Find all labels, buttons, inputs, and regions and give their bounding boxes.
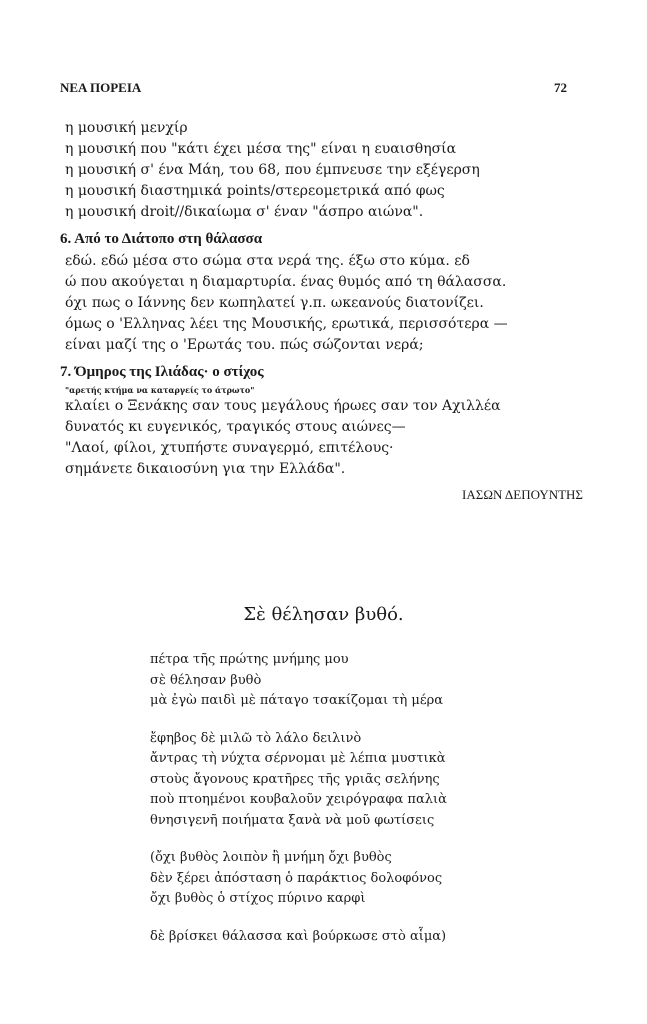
- author-signature: ΙΑΣΩΝ ΔΕΠΟΥΝΤΗΣ: [462, 487, 583, 502]
- poem-line: (ὄχι βυθὸς λοιπὸν ἢ μνήμη ὄχι βυθὸς: [150, 850, 392, 865]
- section-7-line: "Λαοί, φίλοι, χτυπήστε συναγερμό, επιτέλους·: [65, 440, 394, 456]
- poem-line: πέτρα τῆς πρώτης μνήμης μου: [150, 652, 349, 667]
- poem-line: ὄχι βυθὸς ὁ στίχος πύρινο καρφὶ: [150, 891, 366, 906]
- page-number: 72: [554, 80, 567, 95]
- intro-line: η μουσική σ' ένα Μάη, του 68, που έμπνευσε την εξέγερση: [65, 162, 480, 178]
- poem-line: ἄντρας τὴ νύχτα σέρνομαι μὲ λέπια μυστικὰ: [150, 751, 446, 766]
- section-7-line: δυνατός κι ευγενικός, τραγικός στους αιώνες—: [65, 419, 406, 435]
- stanza-break: [150, 910, 447, 927]
- intro-line: η μουσική που "κάτι έχει μέσα της" είναι η ευαισθησία: [65, 141, 457, 157]
- poem-line: θνησιγενῆ ποιήματα ξανὰ νὰ μοῦ φωτίσεις: [150, 812, 435, 828]
- poem-line: ποὺ πτοημένοι κουβαλοῦν χειρόγραφα παλιὰ: [150, 792, 447, 807]
- essay-text: [60, 118, 587, 506]
- section-6-line: είναι μαζί της ο 'Ερωτάς του. πώς σώζονται νερά;: [65, 337, 424, 353]
- stanza-break: [150, 712, 447, 729]
- section-6-line: εδώ. εδώ μέσα στο σώμα στα νερά της. έξω στο κύμα. εδ: [65, 253, 470, 269]
- section-6-line: όχι πως ο Ιάννης δεν κωπηλατεί γ.π. ωκεανούς διατονίζει.: [65, 295, 484, 311]
- section-6-line: όμως ο 'Ελληνας λέει της Μουσικής, ερωτικά, περισσότερα —: [65, 316, 508, 332]
- intro-line: η μουσική διαστημικά points/στερεομετρικά από φως: [65, 183, 445, 199]
- poem-line: δὲν ξέρει ἀπόσταση ὁ παράκτιος δολοφόνος: [150, 870, 443, 886]
- journal-title: ΝΕΑ ΠΟΡΕΙΑ: [60, 80, 142, 95]
- poem-title: Σὲ θέλησαν βυθό.: [243, 604, 404, 625]
- section-6-heading: 6. Από το Διάτοπο στη θάλασσα: [60, 231, 263, 247]
- poem-line: στοὺς ἄγονους κρατῆρες τῆς γριᾶς σελήνης: [150, 771, 440, 787]
- poem-line: δὲ βρίσκει θάλασσα καὶ βούρκωσε στὸ αἷμα): [150, 928, 447, 944]
- poem-line: σὲ θέλησαν βυθὸ: [150, 672, 262, 688]
- stanza-break: [150, 831, 447, 848]
- section-7-line: σημάνετε δικαιοσύνη για την Ελλάδα".: [65, 461, 346, 477]
- section-7-heading: 7. Όμηρος της Ιλιάδας· ο στίχος: [60, 364, 264, 380]
- section-7-epigraph: "αρετής κτήμα να καταργείς το άτρωτο": [65, 385, 255, 395]
- poem-body: [150, 650, 447, 947]
- section-7-line: κλαίει ο Ξενάκης σαν τους μεγάλους ήρωες σαν τον Αχιλλέα: [65, 398, 501, 414]
- intro-line: η μουσική droit//δικαίωμα σ' έναν "άσπρο αιώνα".: [65, 204, 424, 220]
- poem-line: ἔφηβος δὲ μιλῶ τὸ λάλο δειλινὸ: [150, 730, 362, 746]
- section-6-line: ώ που ακούγεται η διαμαρτυρία. ένας θυμός από τη θάλασσα.: [65, 274, 507, 290]
- intro-line: η μουσική μενχίρ: [65, 120, 188, 136]
- poem-line: μὰ ἐγὼ παιδὶ μὲ πάταγο τσακίζομαι τὴ μέρα: [150, 693, 444, 708]
- running-header: [60, 80, 567, 96]
